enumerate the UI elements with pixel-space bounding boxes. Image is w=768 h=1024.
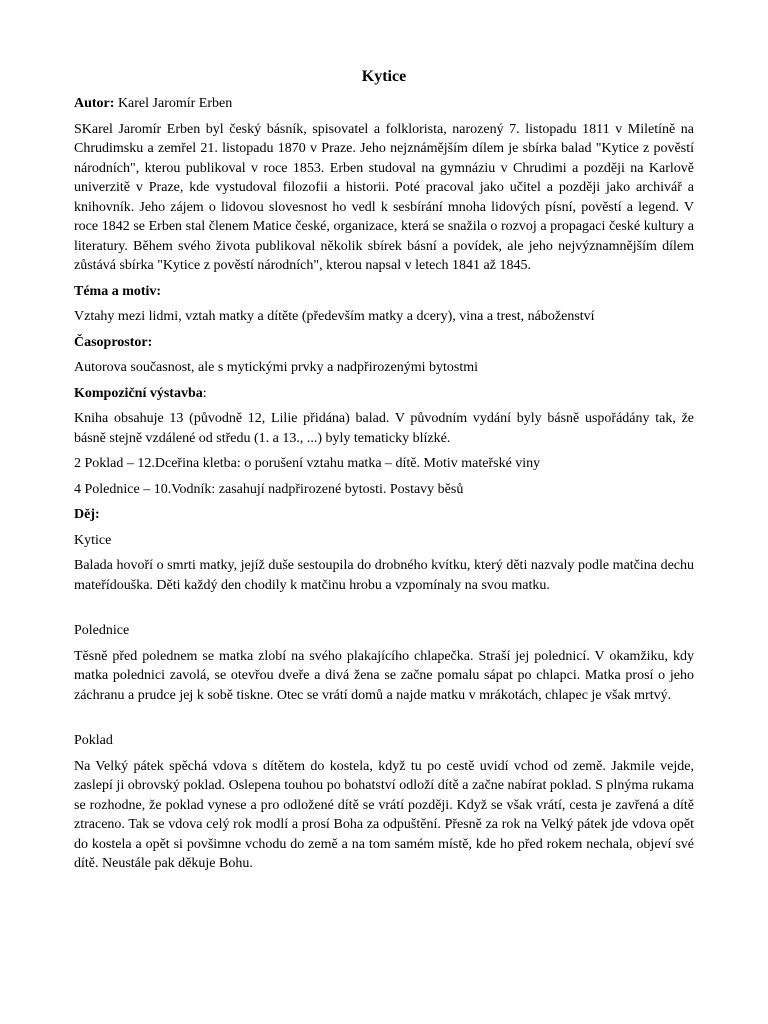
plot-heading: Děj: [74, 507, 100, 522]
section-text-poklad: Na Velký pátek spěchá vdova s dítětem do kostela, když tu po cestě uvidí vchod od země. Jakmile vejde, zaslepí ji obrovský poklad. Oslepena touhou po bohatství odloží dítě a začne nabírat poklad. S plnýma rukama se rozhodne, že poklad vynese a pro odložené dítě se vrátí později. Když se však vrátí, cesta je zavřená a dítě ztraceno. Tak se vdova celý rok modlí a prosí Boha za odpuštění. Přesně za rok na Velký pátek jde vdova opět do kostela a opět si povšimne vchodu do země a na tom samém místě, kde ho před rokem nechala, objeví své dítě. Neustále pak děkuje Bohu. [74, 758, 694, 871]
composition-heading [74, 384, 694, 404]
composition-pair-2: 4 Polednice – 10.Vodník: zasahují nadpřirozené bytosti. Postavy běsů [74, 481, 464, 497]
author-name: Karel Jaromír Erben [114, 96, 233, 111]
composition-heading-colon: : [202, 385, 207, 401]
author-label: Autor: [74, 96, 115, 111]
section-text-polednice: Těsně před polednem se matka zlobí na svého plakajícího chlapečka. Straší jej polednicí. V okamžiku, kdy matka polednici zavolá, se otevřou dveře a divá žena se začne pomalu sápat po chlapci. Matka prosí o jeho záchranu a prudce jej k sobě tiskne. Otec se vrátí domů a najde matku v mrákotách, chlapec je však mrtvý. [74, 648, 694, 703]
time-space-heading: Časoprostor: [74, 334, 153, 350]
section-title-kytice: Kytice [74, 532, 112, 548]
author-bio: SKarel Jaromír Erben byl český básník, spisovatel a folklorista, narozený 7. listopadu 1811 v Miletíně na Chrudimsku a zemřel 21. listopadu 1870 v Praze. Jeho nejznámějším dílem je sbírka balad "Kytice z pověstí národních", kterou publikoval v roce 1853. Erben studoval na gymnáziu v Chrudimi a později na Karlově univerzitě v Praze, kde vystudoval filozofii a historii. Poté pracoval jako učitel a později jako archivář a knihovník. Jeho zájem o lidovou slovesnost ho vedl k sesbírání mnoha lidových písní, pověstí a legend. V roce 1842 se Erben stal členem Matice české, organizace, která se snažila o rozvoj a propagaci české kultury a literatury. Během svého života publikoval několik sbírek básní a povídek, ale jeho nejvýznamnějším dílem zůstává sbírka "Kytice z pověstí národních", kterou napsal v letech 1841 až 1845. [74, 121, 694, 273]
theme-text: Vztahy mezi lidmi, vztah matky a dítěte (především matky a dcery), vina a trest, náboženství [74, 309, 595, 324]
document-title: Kytice [361, 68, 407, 85]
time-space-text: Autorova současnost, ale s mytickými prvky a nadpřirozenými bytostmi [74, 360, 478, 375]
section-title-polednice: Polednice [74, 623, 130, 638]
author-line [74, 94, 694, 114]
composition-pair-1: 2 Poklad – 12.Dceřina kletba: o porušení vztahu matka – dítě. Motiv mateřské viny [74, 456, 541, 471]
composition-text: Kniha obsahuje 13 (původně 12, Lilie přidána) balad. V původním vydání byly básně uspořádány tak, že básně stejně vzdálené od středu (1. a 13., ...) byly tematicky blízké. [74, 411, 694, 446]
section-text-kytice: Balada hovoří o smrti matky, jejíž duše sestoupila do drobného kvítku, který děti nazvaly podle matčina dechu mateřídouška. Děti každý den chodily k matčinu hrobu a vzpomínaly na svou matku. [74, 558, 694, 593]
composition-heading-label: Kompoziční výstavba [74, 385, 203, 401]
section-title-poklad: Poklad [74, 733, 113, 748]
document-page [74, 64, 694, 880]
theme-heading: Téma a motiv: [74, 283, 162, 299]
